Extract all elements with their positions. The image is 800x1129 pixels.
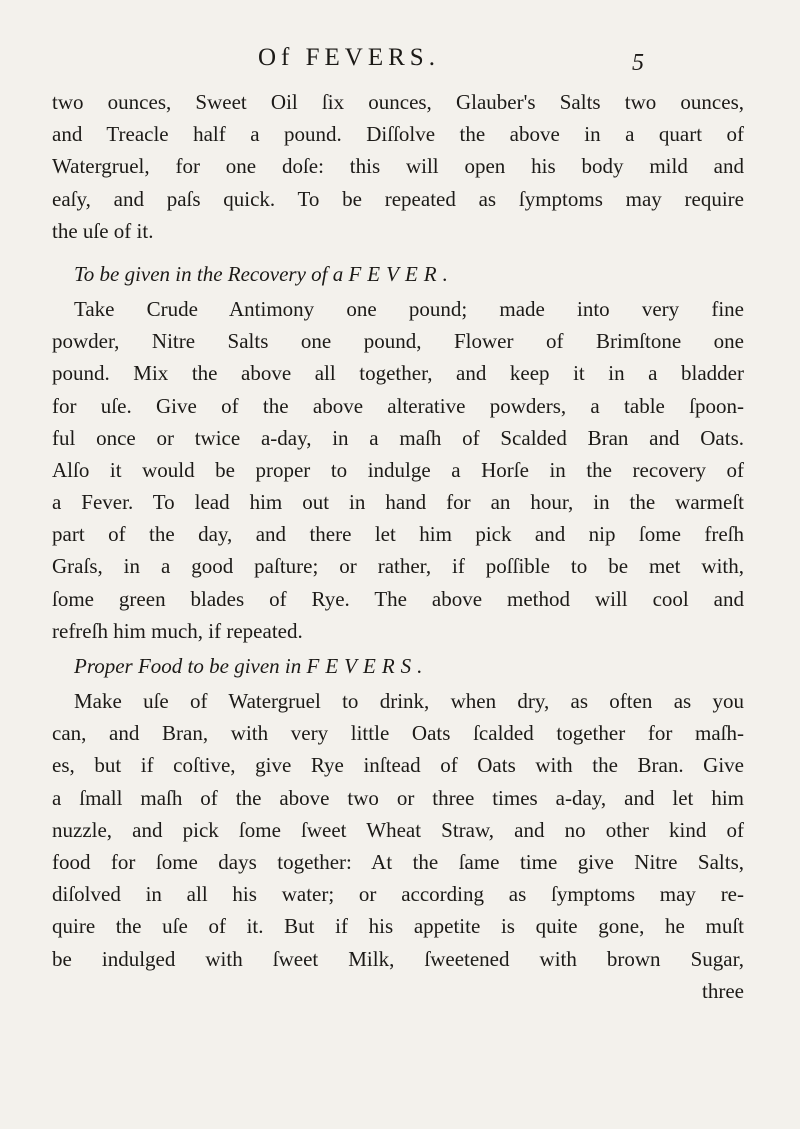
body-text — [52, 86, 744, 1007]
text-line: refreſh him much, if repeated. — [52, 618, 303, 643]
text-line: be indulged with ſweet Milk, ſweetened with brown Sugar, — [52, 946, 744, 971]
page-number: 5 — [632, 50, 644, 76]
paragraph-proper-food — [52, 685, 744, 975]
text-line: Alſo it would be proper to indulge a Horſe in the recovery of — [52, 457, 744, 482]
text-line: can, and Bran, with very little Oats ſcalded together for maſh- — [52, 721, 744, 746]
text-line: pound. Mix the above all together, and keep it in a bladder — [52, 361, 744, 386]
text-line: Graſs, in a good paſture; or rather, if poſſible to be met with, — [52, 554, 744, 579]
text-line: quire the uſe of it. But if his appetite is quite gone, he muſt — [52, 914, 744, 939]
catchword: three — [702, 978, 744, 1003]
text-line: food for ſome days together: At the ſame time give Nitre Salts, — [52, 849, 744, 874]
paragraph-recovery-remedy — [52, 293, 744, 647]
section-heading-food — [52, 647, 744, 685]
text-line: eaſy, and paſs quick. To be repeated as ſymptoms may require — [52, 186, 744, 211]
text-line: for uſe. Give of the above alterative powders, a table ſpoon- — [52, 393, 744, 418]
text-line: and Treacle half a pound. Diſſolve the above in a quart of — [52, 122, 744, 147]
text-line: a Fever. To lead him out in hand for an hour, in the warmeſt — [52, 490, 744, 515]
text-line: a ſmall maſh of the above two or three times a-day, and let him — [52, 785, 744, 810]
text-line: Take Crude Antimony one pound; made into very fine — [74, 296, 744, 321]
text-line: diſolved in all his water; or according as ſymptoms may re- — [52, 882, 744, 907]
text-line: ſome green blades of Rye. The above method will cool and — [52, 586, 744, 611]
heading-text: To be given in the Recovery of a — [74, 261, 344, 286]
text-line: Watergruel, for one doſe: this will open his body mild and — [52, 154, 744, 179]
text-line: nuzzle, and pick ſome ſweet Wheat Straw, and no other kind of — [52, 817, 744, 842]
running-head: Of FEVERS. — [258, 44, 440, 71]
text-line: two ounces, Sweet Oil ſix ounces, Glauber's Salts two ounces, — [52, 90, 744, 114]
text-line: powder, Nitre Salts one pound, Flower of Brimſtone one — [52, 329, 744, 354]
heading-spaced-word: FEVER. — [348, 261, 454, 286]
text-line: the uſe of it. — [52, 218, 154, 243]
section-heading-recovery — [52, 255, 744, 293]
heading-text: Proper Food to be given in — [74, 654, 302, 678]
text-line: part of the day, and there let him pick and nip ſome freſh — [52, 522, 744, 547]
page-header — [0, 42, 800, 82]
text-line: ful once or twice a-day, in a maſh of Scalded Bran and Oats. — [52, 425, 744, 450]
text-line: Make uſe of Watergruel to drink, when dry, as often as you — [74, 689, 744, 713]
heading-spaced-word: FEVERS. — [306, 654, 429, 678]
text-line: es, but if coſtive, give Rye inſtead of Oats with the Bran. Give — [52, 753, 744, 778]
paragraph-feeding-dose — [52, 86, 744, 247]
